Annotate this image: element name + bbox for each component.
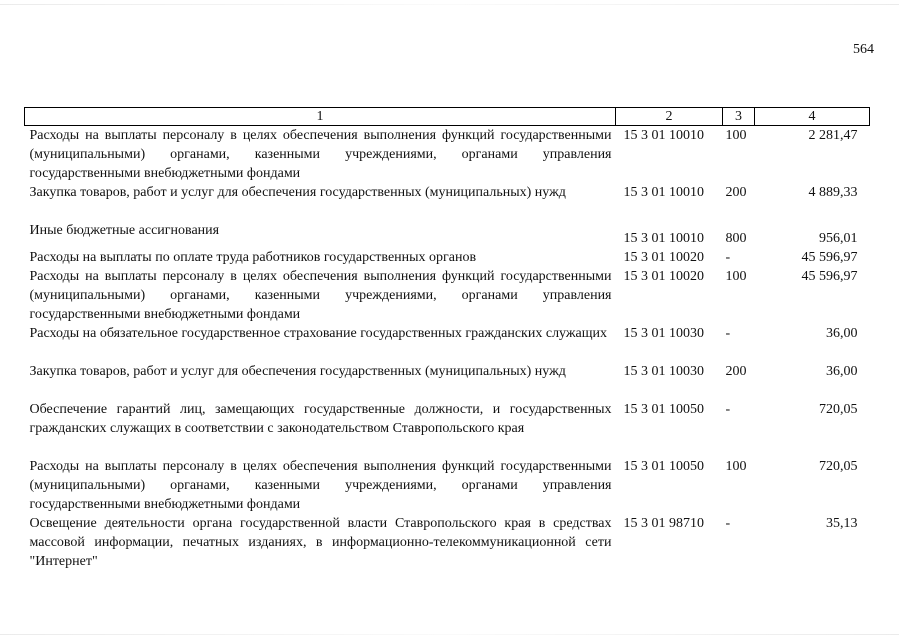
column-header-1: 1 bbox=[25, 108, 616, 126]
table-header-row bbox=[25, 108, 870, 126]
row-type: 200 bbox=[725, 185, 747, 200]
row-type: - bbox=[725, 250, 731, 265]
row-sum: 45 596,97 bbox=[801, 269, 858, 284]
table-row bbox=[25, 183, 870, 221]
row-code: 15 3 01 10030 bbox=[623, 326, 704, 341]
column-header-2: 2 bbox=[616, 108, 723, 126]
row-type: 800 bbox=[725, 231, 747, 246]
table-row bbox=[25, 324, 870, 362]
scan-artifact-top bbox=[0, 4, 899, 5]
table-row bbox=[25, 221, 870, 248]
table-row bbox=[25, 267, 870, 324]
table-row bbox=[25, 514, 870, 571]
row-code: 15 3 01 10050 bbox=[623, 459, 704, 474]
row-sum: 956,01 bbox=[819, 231, 858, 246]
row-code: 15 3 01 10030 bbox=[623, 364, 704, 379]
table-row bbox=[25, 457, 870, 514]
row-sum: 720,05 bbox=[819, 402, 858, 417]
row-type: - bbox=[725, 516, 731, 531]
budget-table bbox=[24, 107, 870, 571]
row-name: Расходы на выплаты персоналу в целях обеспечения выполнения функций государственными (муниципальными) органами, казенными учреждениями, органами управления государственными внебюджетными фондами bbox=[29, 269, 612, 322]
table-row bbox=[25, 362, 870, 400]
row-code: 15 3 01 10010 bbox=[623, 185, 704, 200]
row-code: 15 3 01 10010 bbox=[623, 231, 704, 246]
row-code: 15 3 01 10050 bbox=[623, 402, 704, 417]
row-code: 15 3 01 10010 bbox=[623, 128, 704, 143]
row-sum: 36,00 bbox=[826, 364, 858, 379]
page-number: 564 bbox=[853, 42, 874, 57]
row-code: 15 3 01 10020 bbox=[623, 250, 704, 265]
table-row bbox=[25, 126, 870, 184]
row-name: Обеспечение гарантий лиц, замещающих государственные должности, и государственных гражданских служащих в соответствии с законодательством Ставропольского края bbox=[29, 402, 612, 436]
row-name: Расходы на выплаты по оплате труда работников государственных органов bbox=[29, 250, 477, 265]
row-sum: 36,00 bbox=[826, 326, 858, 341]
row-code: 15 3 01 98710 bbox=[623, 516, 704, 531]
row-type: 100 bbox=[725, 128, 747, 143]
row-type: - bbox=[725, 326, 731, 341]
row-sum: 45 596,97 bbox=[801, 250, 858, 265]
row-name: Расходы на обязательное государственное страхование государственных гражданских служащих bbox=[29, 326, 608, 341]
table-row bbox=[25, 248, 870, 267]
row-name: Освещение деятельности органа государственной власти Ставропольского края в средствах массовой информации, печатных изданиях, в информационно-телекоммуникационной сети "Интернет" bbox=[29, 516, 612, 569]
table-row bbox=[25, 400, 870, 457]
column-header-3: 3 bbox=[723, 108, 755, 126]
row-sum: 4 889,33 bbox=[808, 185, 858, 200]
row-type: 200 bbox=[725, 364, 747, 379]
row-name: Расходы на выплаты персоналу в целях обеспечения выполнения функций государственными (муниципальными) органами, казенными учреждениями, органами управления государственными внебюджетными фондами bbox=[29, 459, 612, 512]
row-sum: 2 281,47 bbox=[808, 128, 858, 143]
row-name: Расходы на выплаты персоналу в целях обеспечения выполнения функций государственными (муниципальными) органами, казенными учреждениями, органами управления государственными внебюджетными фондами bbox=[29, 128, 612, 181]
column-header-4: 4 bbox=[755, 108, 870, 126]
row-sum: 35,13 bbox=[826, 516, 858, 531]
row-type: 100 bbox=[725, 459, 747, 474]
row-name: Закупка товаров, работ и услуг для обеспечения государственных (муниципальных) нужд bbox=[29, 364, 566, 379]
row-sum: 720,05 bbox=[819, 459, 858, 474]
row-type: - bbox=[725, 402, 731, 417]
row-name: Иные бюджетные ассигнования bbox=[29, 223, 220, 238]
row-type: 100 bbox=[725, 269, 747, 284]
row-code: 15 3 01 10020 bbox=[623, 269, 704, 284]
scan-artifact-bottom bbox=[0, 634, 899, 635]
row-name: Закупка товаров, работ и услуг для обеспечения государственных (муниципальных) нужд bbox=[29, 185, 566, 200]
